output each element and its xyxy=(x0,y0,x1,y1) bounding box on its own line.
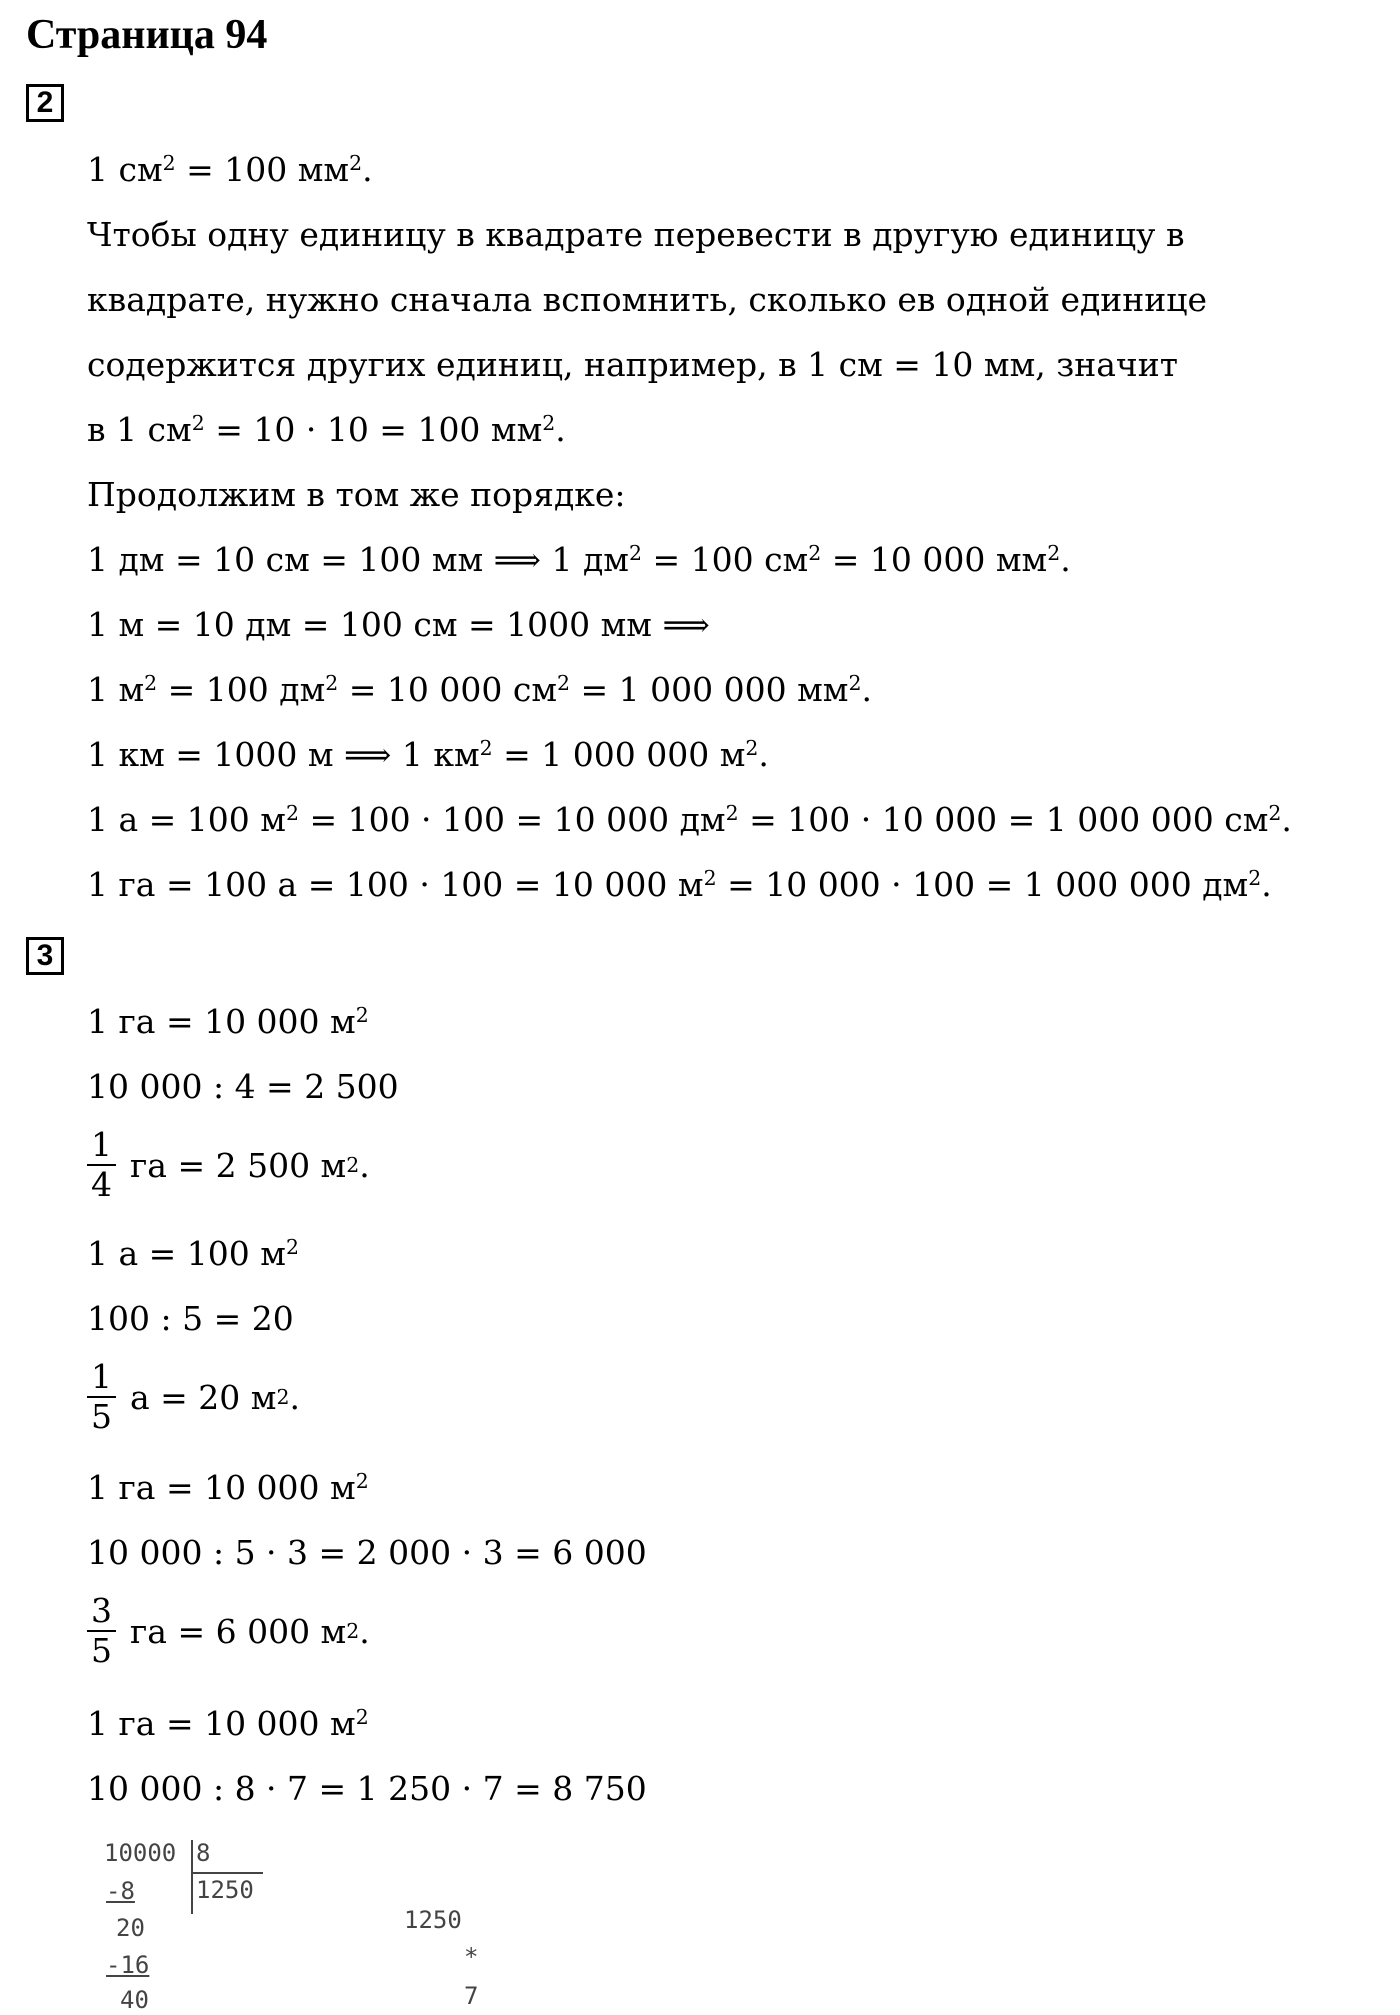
multiplier: 7 xyxy=(464,1982,479,2010)
task-number-3: 3 xyxy=(26,937,64,975)
dividend: 10000 xyxy=(104,1839,177,1867)
division-step-2: 20 xyxy=(116,1914,145,1942)
fraction: $\frac{3}{5}$ xyxy=(87,1592,116,1670)
task-number-2: 2 xyxy=(26,84,64,122)
task3-calc-4: 10 000 : 8 · 7 = 1 250 · 7 = 8 750 xyxy=(87,1769,647,1808)
multiply-sign: * xyxy=(464,1943,479,1971)
task2-intro-2: квадрате, нужно сначала вспомнить, сколько ев одной единице xyxy=(87,280,1208,319)
quotient-bar xyxy=(191,1872,263,1874)
task2-line-cm: 1 $см^2 = 100$ $мм^2$. xyxy=(87,150,373,189)
quotient: 1250 xyxy=(196,1876,254,1904)
task3-fact-2: 1 а = 100 $м^2$ xyxy=(87,1234,299,1273)
task3-calc-2: 100 : 5 = 20 xyxy=(87,1299,294,1338)
task2-line-km: 1 км = 1000 м ⟹ 1 $км^2 = 1$ 000 000 $м^2$. xyxy=(87,735,769,774)
task2-line-ar: 1 а = 100 $м^2 = 100 \cdot 100 = 10$ 000 $дм^2 = 100 \cdot 10$ 000 = 1 000 000 $см^2$. xyxy=(87,800,1292,839)
task2-intro-1: Чтобы одну единицу в квадрате перевести в другую единицу в xyxy=(87,215,1185,254)
task2-continue: Продолжим в том же порядке: xyxy=(87,475,626,514)
fraction: $\frac{1}{4}$ xyxy=(87,1126,116,1204)
page-title: Страница 94 xyxy=(26,12,268,58)
multiplicand: 1250 xyxy=(404,1906,462,1934)
task3-fraction-result-1: $\frac{1}{4}$ га = 2 500 м 2 . xyxy=(87,1122,370,1208)
task3-fact-3: 1 га = 10 000 $м^2$ xyxy=(87,1468,369,1507)
fraction: $\frac{1}{5}$ xyxy=(87,1358,116,1436)
task2-line-m2: 1 $м^2 = 100$ $дм^2 = 10$ 000 $см^2 = 1$ 000 000 $мм^2$. xyxy=(87,670,872,709)
task2-line-dm: 1 дм = 10 см = 100 мм ⟹ 1 $дм^2 = 100$ $см^2 = 10$ 000 $мм^2$. xyxy=(87,540,1071,579)
task3-calc-3: 10 000 : 5 · 3 = 2 000 · 3 = 6 000 xyxy=(87,1533,647,1572)
task3-fact-1: 1 га = 10 000 $м^2$ xyxy=(87,1002,369,1041)
task2-line-m1: 1 м = 10 дм = 100 см = 1000 мм ⟹ xyxy=(87,605,710,644)
divisor: 8 xyxy=(196,1839,211,1867)
task3-fact-4: 1 га = 10 000 $м^2$ xyxy=(87,1704,369,1743)
task2-line-ga: 1 га = 100 а = 100 · 100 = 10 000 $м^2 = 10$ 000 · 100 = 1 000 000 $дм^2$. xyxy=(87,865,1272,904)
task2-intro-3: содержится других единиц, например, в 1 см = 10 мм, значит xyxy=(87,345,1178,384)
task2-line-cm-calc: в 1 $см^2 = 10 \cdot 10 = 100$ $мм^2$. xyxy=(87,410,566,449)
task3-calc-1: 10 000 : 4 = 2 500 xyxy=(87,1067,399,1106)
division-step-3: -16 xyxy=(106,1951,150,1979)
division-step-1: -8 xyxy=(106,1877,135,1905)
task3-fraction-result-2: $\frac{1}{5}$ а = 20 м 2 . xyxy=(87,1354,300,1440)
task3-fraction-result-3: $\frac{3}{5}$ га = 6 000 м 2 . xyxy=(87,1588,370,1674)
division-step-4: 40 xyxy=(120,1986,149,2014)
division-bar xyxy=(191,1840,193,1914)
